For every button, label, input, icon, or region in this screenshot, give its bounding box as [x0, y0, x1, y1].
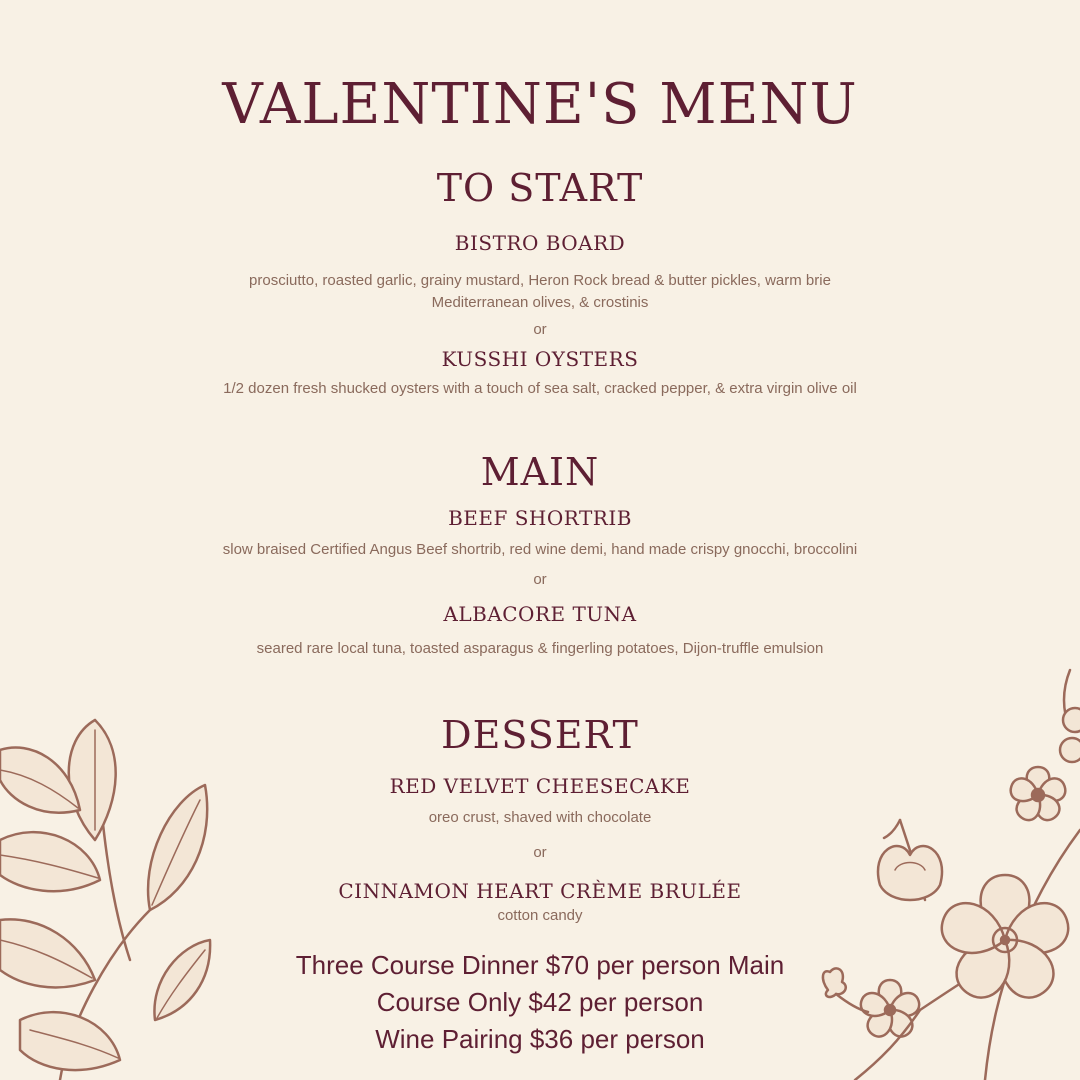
dish-description-line: slow braised Certified Angus Beef shortrib, red wine demi, hand made crispy gnocchi, broccolini: [222, 541, 858, 558]
section-heading-main: MAIN: [480, 450, 600, 494]
section-heading-dessert: DESSERT: [441, 713, 639, 757]
or-separator: or: [533, 571, 547, 588]
menu-title: VALENTINE'S MENU: [222, 72, 858, 137]
dish-name-albacore-tuna: ALBACORE TUNA: [443, 602, 637, 626]
dish-name-red-velvet-cheesecake: RED VELVET CHEESECAKE: [389, 774, 691, 798]
dish-description-line: cotton candy: [497, 907, 583, 924]
dish-name-cinnamon-heart-creme-brulee: CINNAMON HEART CRÈME BRULÉE: [338, 879, 742, 903]
dish-name-beef-shortrib: BEEF SHORTRIB: [448, 506, 632, 530]
dish-description-line: Mediterranean olives, & crostinis: [431, 294, 649, 311]
pricing-line: Three Course Dinner $70 per person Main: [295, 950, 785, 980]
dish-description-line: 1/2 dozen fresh shucked oysters with a touch of sea salt, cracked pepper, & extra virgin olive oil: [223, 380, 857, 397]
section-heading-to-start: TO START: [436, 166, 644, 210]
dish-description-line: prosciutto, roasted garlic, grainy mustard, Heron Rock bread & butter pickles, warm brie: [249, 272, 831, 289]
pricing-line: Course Only $42 per person: [376, 987, 704, 1017]
dish-name-bistro-board: BISTRO BOARD: [454, 231, 626, 255]
or-separator: or: [533, 321, 547, 338]
pricing-line: Wine Pairing $36 per person: [375, 1024, 705, 1054]
dish-description-line: seared rare local tuna, toasted asparagus & fingerling potatoes, Dijon-truffle emulsion: [256, 640, 824, 657]
or-separator: or: [533, 844, 547, 861]
dish-name-kusshi-oysters: KUSSHI OYSTERS: [441, 347, 639, 371]
pricing-block: [0, 947, 1080, 1058]
dish-description-line: oreo crust, shaved with chocolate: [428, 809, 652, 826]
